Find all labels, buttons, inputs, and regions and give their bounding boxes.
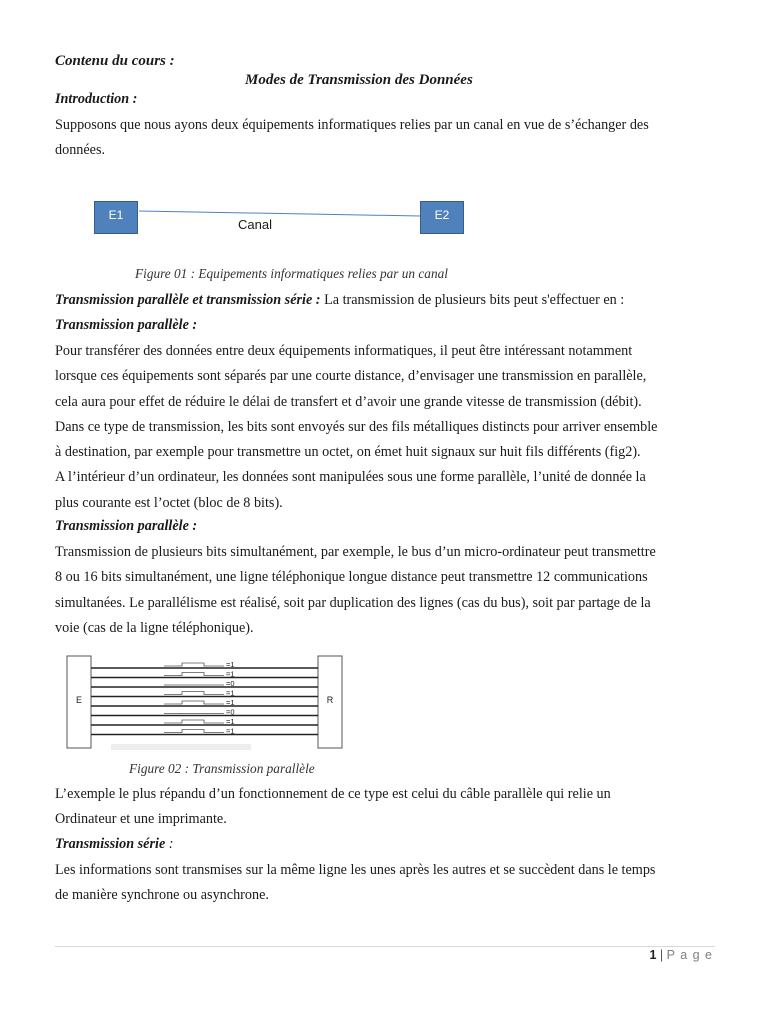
intro-heading: Introduction :: [55, 91, 138, 107]
parallel2-line: Transmission de plusieurs bits simultanément, par exemple, le bus d’un micro-ordinateur peut transmettre: [55, 544, 656, 560]
bit-label: =1: [226, 717, 235, 726]
figure-2-caption: Figure 02 : Transmission parallèle: [129, 761, 315, 776]
page-separator: |: [656, 948, 667, 962]
serie-line: de manière synchrone ou asynchrone.: [55, 887, 269, 904]
parallel1-line: Pour transférer des données entre deux équipements informatiques, il peut être intéressant notamment: [55, 343, 633, 359]
page-word: P a g e: [666, 948, 713, 962]
parallel-serie-heading: Transmission parallèle et transmission série :: [55, 292, 321, 308]
emitter-label: E: [75, 695, 83, 705]
parallel-serie-text: La transmission de plusieurs bits peut s'effectuer en :: [320, 292, 625, 308]
intro-line: Supposons que nous ayons deux équipements informatiques relies par un canal en vue de s’échanger des: [55, 117, 649, 133]
equipment-e2-box: E2: [420, 201, 464, 234]
example-line: Ordinateur et une imprimante.: [55, 811, 227, 828]
equipment-e1-box: E1: [94, 201, 138, 234]
canal-line: [139, 211, 420, 216]
bit-pulse: [164, 663, 224, 666]
bit-pulse: [164, 720, 224, 723]
parallel2-line: simultanées. Le parallélisme est réalisé, soit par duplication des lignes (cas du bus), soit par partage de la: [55, 594, 651, 611]
page-footer: [649, 948, 713, 962]
course-heading: Contenu du cours :: [55, 53, 175, 69]
bit-label: =1: [226, 669, 235, 679]
parallel1-line: Dans ce type de transmission, les bits sont envoyés sur des fils métalliques distincts pour arriver ensemble: [55, 418, 658, 435]
footer-rule: [55, 946, 715, 947]
example-paragraph: [55, 782, 725, 833]
bit-label: =1: [226, 660, 235, 669]
parallel1-line: plus courante est l’octet (bloc de 8 bits).: [55, 494, 283, 511]
parallel1-line: lorsque ces équipements sont séparés par une courte distance, d’envisager une transmission en parallèle,: [55, 368, 647, 385]
serie-heading-suffix: :: [165, 836, 174, 852]
bit-label: =0: [226, 707, 235, 717]
parallel1-line: cela aura pour effet de réduire le délai de transfert et d’avoir une grande vitesse de transmission (débit).: [55, 393, 642, 410]
bit-label: =1: [226, 688, 235, 698]
figure-1-caption: Figure 01 : Equipements informatiques relies par un canal: [135, 266, 448, 281]
parallel-paragraph-1: [55, 339, 725, 516]
parallel-serie-intro: [55, 292, 624, 309]
parallel1-line: A l’intérieur d’un ordinateur, les données sont manipulées sous une forme parallèle, l’unité de donnée la: [55, 469, 646, 486]
bit-pulse: [164, 701, 224, 704]
receiver-label: R: [326, 695, 334, 705]
canal-label: Canal: [238, 217, 272, 232]
intro-line: données.: [55, 142, 106, 159]
bit-pulse: [164, 673, 224, 676]
serie-heading-wrap: [55, 836, 174, 853]
parallel-heading-1: Transmission parallèle :: [55, 317, 198, 333]
bit-pulse: [164, 730, 224, 733]
parallel1-line: à destination, par exemple pour transmettre un octet, on émet huit signaux sur huit fils différents (fig2).: [55, 444, 641, 461]
parallel2-line: 8 ou 16 bits simultanément, une ligne téléphonique longue distance peut transmettre 12 communications: [55, 569, 648, 586]
example-line: L’exemple le plus répandu d’un fonctionnement de ce type est celui du câble parallèle qui relie un: [55, 786, 611, 802]
cropped-caption-remnant: [111, 744, 251, 750]
serie-heading: Transmission série: [55, 836, 166, 852]
serie-paragraph: [55, 858, 725, 909]
page-title: Modes de Transmission des Données: [245, 72, 473, 88]
parallel2-line: voie (cas de la ligne téléphonique).: [55, 619, 254, 636]
wire-group: [91, 660, 318, 736]
bit-label: =1: [226, 726, 235, 736]
bit-pulse: [164, 692, 224, 695]
bit-label: =1: [226, 698, 235, 707]
parallel-heading-2: Transmission parallèle :: [55, 518, 198, 534]
parallel-paragraph-2: [55, 540, 725, 641]
page-number: 1: [649, 948, 657, 962]
bit-label: =0: [226, 679, 235, 688]
serie-line: Les informations sont transmises sur la même ligne les unes après les autres et se succèdent dans le temps: [55, 862, 656, 878]
parallel-diagram: [66, 652, 346, 752]
